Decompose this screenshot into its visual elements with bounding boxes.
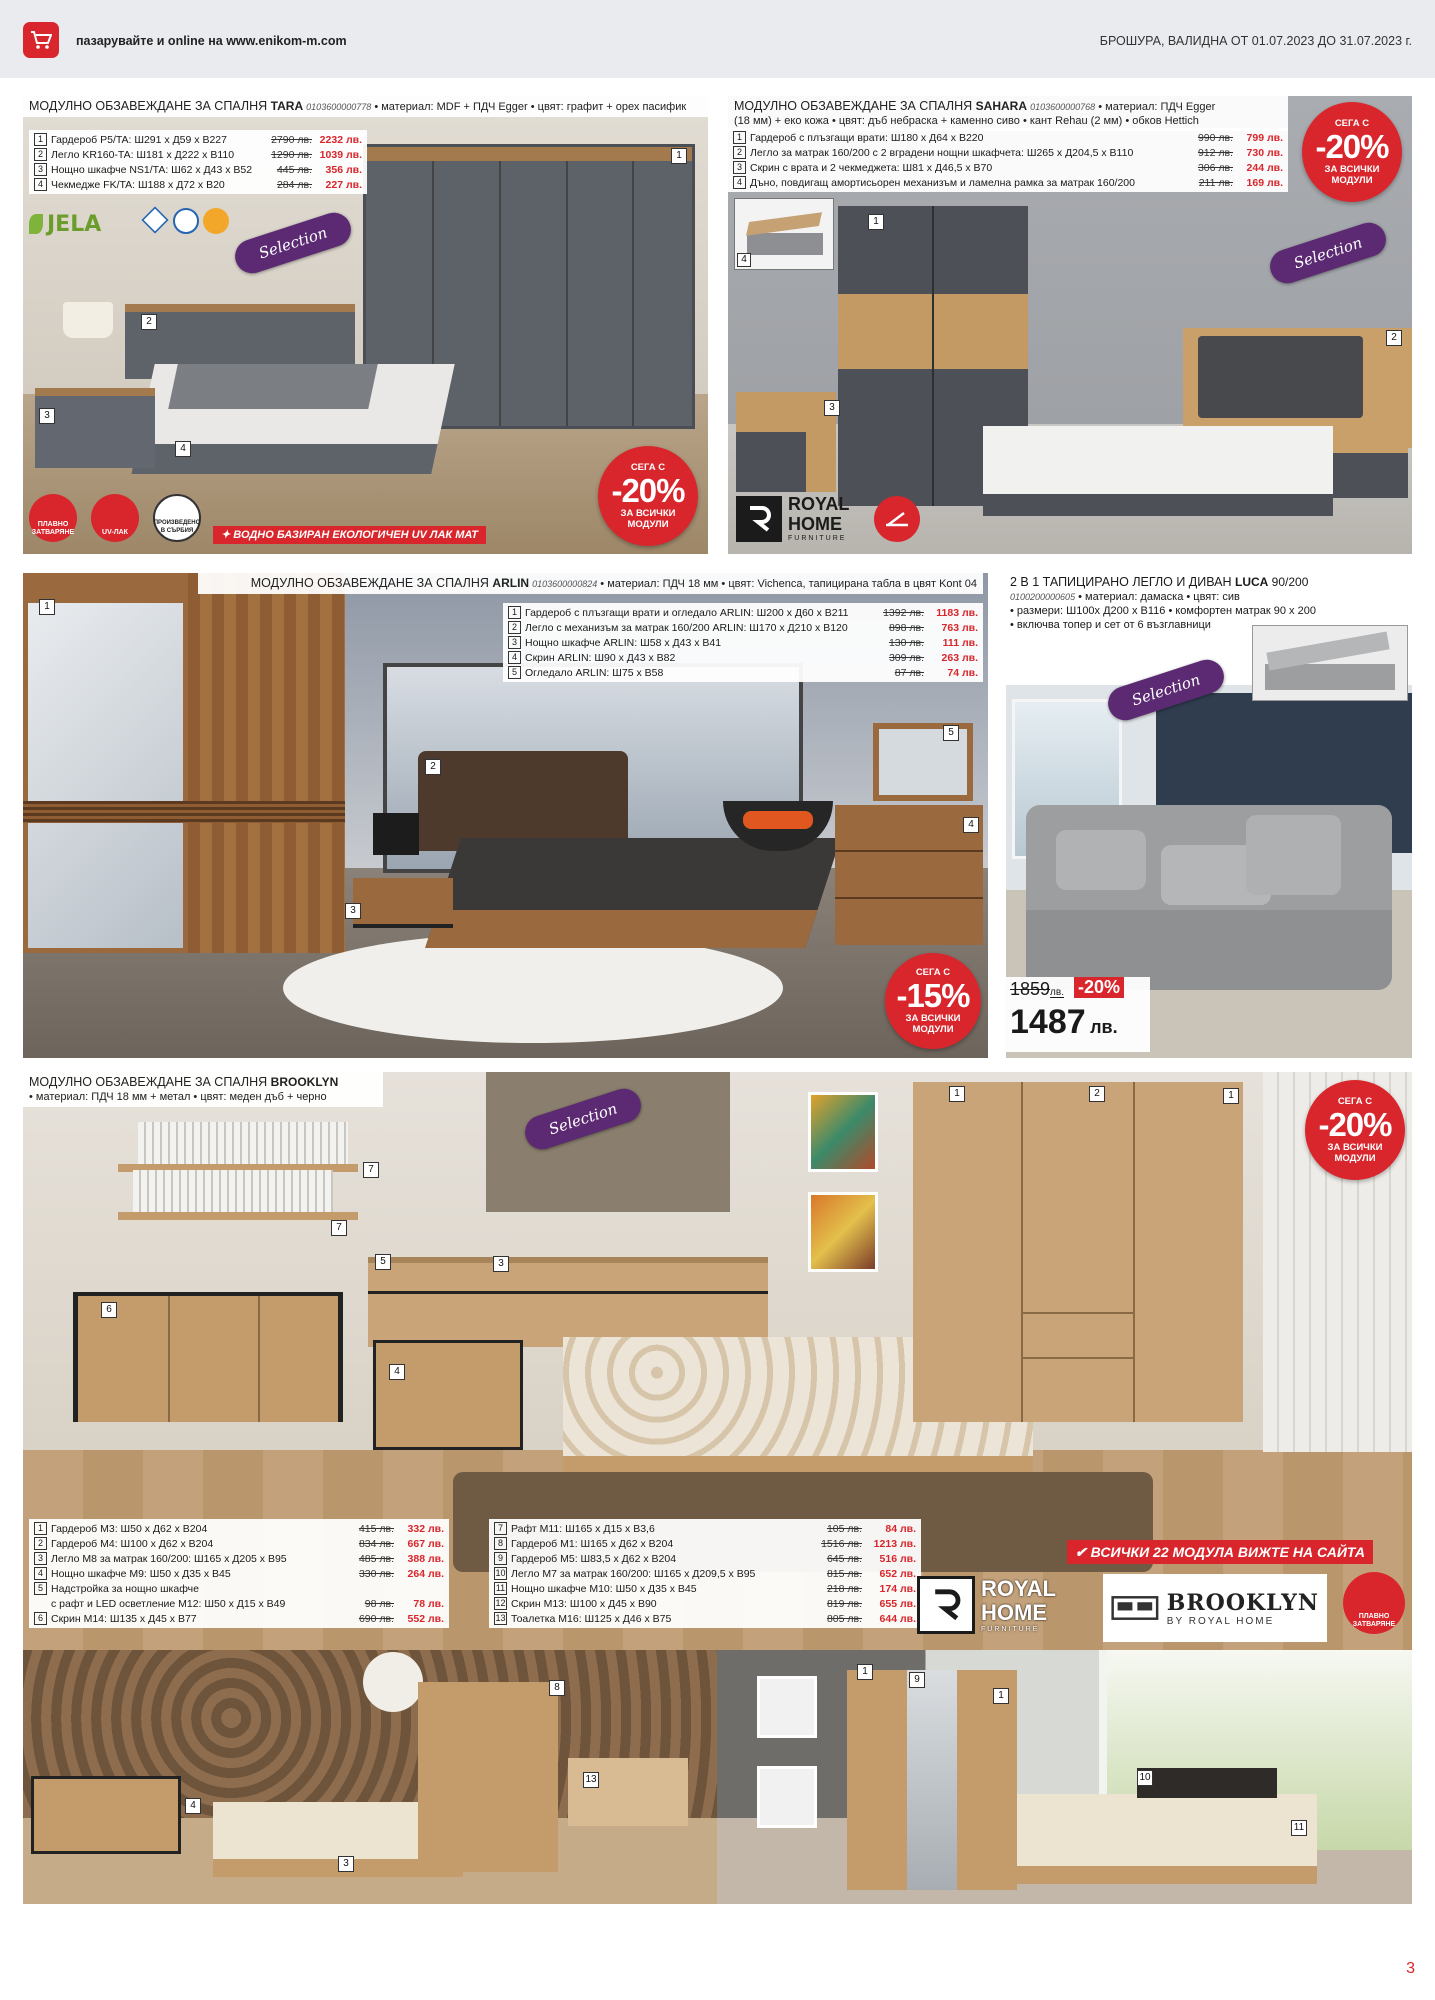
- old-price: 445 лв.: [276, 163, 312, 176]
- price-row: [508, 605, 978, 620]
- new-price: 111 лв.: [942, 636, 978, 649]
- arlin-panel: 1 2 3 4 5 МОДУЛНО ОБЗАВЕЖДАНЕ ЗА СПАЛНЯ ARLIN 0103600000824 • материал: ПДЧ 18 мм • цвят: Vichenca, тапицирана табла в цвят Kont 04 1 Гардероб с плъзгащи врати и огледало ARLIN: Ш200 х Д60 х В211 1392 лв. 1183 лв. 2 Легло с механизъм за матрак 160/200 ARLIN: Ш170 х Д210 х В120 898 лв. 763 лв. 3 Нощно шкафче ARLIN: Ш58 х Д43 х В41 130 лв. 111 лв. 4 Скрин ARLIN: Ш90 х Д43 х В82 309 лв. 263 лв. 5 Огледало ARLIN: Ш75 х В58 87 лв. 74 лв. СЕГА С -15% ЗА ВСИЧКИ МОДУЛИ: [23, 573, 988, 1058]
- item-description: Легло с механизъм за матрак 160/200 ARLIN: Ш170 х Д210 х В120: [525, 621, 848, 634]
- tara-title: МОДУЛНО ОБЗАВЕЖДАНЕ ЗА СПАЛНЯ TARA 0103600000778 • материал: MDF + ПДЧ Egger • цвят: графит + орех пасифик: [23, 96, 708, 117]
- old-price: 211 лв.: [1198, 176, 1233, 189]
- royal-home-mark-icon: [736, 496, 782, 542]
- old-price: 898 лв.: [888, 621, 924, 634]
- price-row: [494, 1581, 916, 1596]
- ceiling-lamp: [363, 1652, 423, 1712]
- old-price: 306 лв.: [1197, 161, 1233, 174]
- new-price: 552 лв.: [407, 1612, 444, 1625]
- new-price: 78 лв.: [413, 1597, 444, 1610]
- new-price: 799 лв.: [1246, 131, 1283, 144]
- brooklyn-wardrobe: [913, 1082, 1243, 1422]
- old-price: 819 лв.: [826, 1597, 862, 1610]
- sahara-headboard: [1198, 336, 1363, 418]
- item-number: 12: [495, 1598, 506, 1608]
- new-price: 356 лв.: [325, 163, 362, 176]
- item-description: Дъно, повдигащ амортисьорен механизъм и ламелна рамка за матрак 160/200: [750, 176, 1135, 189]
- soft-close-icon: ПЛАВНО ЗАТВАРЯНЕ: [29, 494, 77, 542]
- sahara-mechanism-inset: 4: [734, 198, 834, 270]
- royal-home-logo-brooklyn: ROYAL HOME FURNITURE: [917, 1576, 1056, 1634]
- price-row: [733, 175, 1283, 190]
- item-number: 3: [733, 161, 746, 174]
- old-price: 690 лв.: [358, 1612, 394, 1625]
- item-description: Гардероб M5: Ш83,5 х Д62 х В204: [511, 1552, 677, 1565]
- new-price: 1183 лв.: [936, 606, 978, 619]
- luca-new-price: 1487: [1010, 1003, 1086, 1041]
- selection-badge-sahara: Selection: [1266, 218, 1391, 287]
- arlin-nightstand: [353, 878, 453, 928]
- brooklyn-vanity: [568, 1758, 688, 1826]
- old-price: 309 лв.: [888, 651, 924, 664]
- old-price: 485 лв.: [358, 1552, 394, 1565]
- tara-price-list: [29, 130, 367, 194]
- old-price: 1516 лв.: [821, 1537, 862, 1550]
- brooklyn-logo-box: BROOKLYN BY ROYAL HOME: [1103, 1574, 1327, 1642]
- brooklyn-painting-2: [808, 1192, 878, 1272]
- brooklyn-price-list-right: [489, 1519, 921, 1628]
- item-number: 2: [733, 146, 746, 159]
- old-price: 415 лв.: [358, 1522, 394, 1535]
- tara-cert-icon-3: [203, 208, 229, 234]
- price-row: [508, 650, 978, 665]
- item-number: 4: [34, 178, 47, 191]
- horse-picture-1: [757, 1676, 817, 1738]
- item-number: 1: [733, 131, 746, 144]
- item-description: Легло за матрак 160/200 с 2 вградени нощни шкафчета: Ш265 х Д204,5 х В110: [750, 146, 1134, 159]
- royal-home-mark-icon: [917, 1576, 975, 1634]
- new-price: 388 лв.: [407, 1552, 444, 1565]
- item-description: Огледало ARLIN: Ш75 х В58: [525, 666, 664, 679]
- tara-nightstand: [35, 388, 155, 468]
- luca-storage-inset: [1252, 625, 1408, 701]
- price-row: [494, 1611, 916, 1626]
- new-price: 644 лв.: [879, 1612, 916, 1625]
- brooklyn-discount-badge: СЕГА С -20% ЗА ВСИЧКИ МОДУЛИ: [1305, 1080, 1405, 1180]
- cart-icon[interactable]: [23, 22, 59, 58]
- item-description: Нощно шкафче ARLIN: Ш58 х Д43 х В41: [525, 636, 722, 649]
- item-number: 7: [494, 1522, 507, 1535]
- sahara-title: МОДУЛНО ОБЗАВЕЖДАНЕ ЗА СПАЛНЯ SAHARA 0103600000768 • материал: ПДЧ Egger (18 мм) + еко кожа • цвят: дъб небраска + каменно сиво • кант Rehau (2 мм) • обков Hettich: [728, 96, 1288, 131]
- price-row: [34, 162, 362, 177]
- shop-online-link[interactable]: пазарувайте и online на www.enikom-m.com: [76, 34, 347, 48]
- brooklyn-headboard: [368, 1257, 768, 1347]
- luca-title: 2 В 1 ТАПИЦИРАНО ЛЕГЛО И ДИВАН LUCA 90/200 0100200000605 • материал: дамаска • цвят: сив • размери: Ш100х Д200 х В116 • комфортен матрак 90 х 200 • включва топер и сет от 6 възглавници: [1010, 575, 1316, 631]
- tara-panel: 1 2 3 4 МОДУЛНО ОБЗАВЕЖДАНЕ ЗА СПАЛНЯ TARA 0103600000778 • материал: MDF + ПДЧ Egger • цвят: графит + орех пасифик 1 Гардероб P5/TA: Ш291 х Д59 х В227 2790 лв. 2232 лв. 2 Легло KR160-TA: Ш181 х Д222 х В110 1290 лв. 1039 лв. 3 Нощно шкафче NS1/TA: Ш62 х Д43 х В52 445 лв. 356 лв. 4 Чекмедже FK/TA: Ш188 х Д72 х В20 284 лв. 227 лв. JELA Selection СЕГА С -20% ЗА ВСИЧКИ МОДУЛИ ПЛАВНО ЗАТВАРЯНЕ UV-ЛАК ПРОИЗВЕДЕНО В СЪРБИЯ ✦ ВОДНО БАЗИРАН ЕКОЛОГИЧЕН UV ЛАК МАТ: [23, 96, 708, 554]
- price-row: [34, 132, 362, 147]
- made-in-serbia-icon: ПРОИЗВЕДЕНО В СЪРБИЯ: [153, 494, 201, 542]
- brooklyn-shelf-2: [118, 1212, 358, 1220]
- item-description: Скрин M13: Ш100 х Д45 х В90: [511, 1597, 657, 1610]
- brooklyn-tall-wardrobe: [847, 1670, 1017, 1890]
- old-price: 1290 лв.: [271, 148, 312, 161]
- item-number: 1: [34, 1522, 47, 1535]
- new-price: 667 лв.: [407, 1537, 444, 1550]
- tara-discount-badge: СЕГА С -20% ЗА ВСИЧКИ МОДУЛИ: [598, 446, 698, 546]
- soft-close-icon-brooklyn: ПЛАВНО ЗАТВАРЯНЕ: [1343, 1572, 1405, 1634]
- item-number: 3: [34, 1552, 47, 1565]
- brooklyn-painting-1: [808, 1092, 878, 1172]
- old-price: 218 лв.: [826, 1582, 862, 1595]
- tara-lamp: [63, 302, 113, 338]
- new-price: 84 лв.: [885, 1522, 916, 1535]
- item-number: 9: [494, 1552, 507, 1565]
- item-number: 4: [34, 1567, 47, 1580]
- item-number: 3: [34, 163, 47, 176]
- item-number: 2: [34, 1537, 47, 1550]
- item-description: Скрин M14: Ш135 х Д45 х В77: [51, 1612, 197, 1625]
- arlin-rug: [283, 933, 783, 1043]
- brooklyn-nightstand: [373, 1340, 523, 1450]
- new-price: 1039 лв.: [319, 148, 362, 161]
- price-row: [34, 177, 362, 192]
- item-number: 4: [508, 651, 521, 664]
- item-description: Гардероб M1: Ш165 х Д62 х В204: [511, 1537, 674, 1550]
- sahara-discount-badge: СЕГА С -20% ЗА ВСИЧКИ МОДУЛИ: [1302, 102, 1402, 202]
- brooklyn-title: МОДУЛНО ОБЗАВЕЖДАНЕ ЗА СПАЛНЯ BROOKLYN • материал: ПДЧ 18 мм + метал • цвят: меден дъб + черно: [23, 1072, 383, 1107]
- brooklyn-small-dresser: [31, 1776, 181, 1854]
- old-price: 2790 лв.: [271, 133, 312, 146]
- new-price: 763 лв.: [941, 621, 978, 634]
- item-number: 11: [495, 1583, 506, 1593]
- arlin-headboard: [418, 751, 628, 851]
- old-price: 912 лв.: [1197, 146, 1233, 159]
- sahara-nightstand: [1333, 448, 1408, 498]
- sahara-panel: 1 2 3 4 МОДУЛНО ОБЗАВЕЖДАНЕ ЗА СПАЛНЯ SAHARA 0103600000768 • материал: ПДЧ Egger (18 мм) + еко кожа • цвят: дъб небраска + каменно сиво • кант Rehau (2 мм) • обков Hettich 1 Гардероб с плъзгащи врати: Ш180 х Д64 х В220 990 лв. 799 лв. 2 Легло за матрак 160/200 с 2 вградени нощни шкафчета: Ш265 х Д204,5 х В110 912 лв. 730 лв. 3 Скрин с врата и 2 чекмеджета: Ш81 х Д46,5 х В70 306 лв. 244 лв. 4 Дъно, повдигащ амортисьорен механизъм и ламелна рамка за матрак 160/200 211 лв. 169 лв. СЕГА С -20% ЗА ВСИЧКИ МОДУЛИ Selection ROYAL HOME FURNITURE: [728, 96, 1412, 554]
- arlin-dresser: [835, 805, 983, 945]
- selection-badge-luca: Selection: [1104, 655, 1229, 724]
- luca-old-price: 1859: [1010, 979, 1051, 999]
- price-row: [494, 1521, 916, 1536]
- item-description: Нощно шкафче M9: Ш50 х Д35 х В45: [51, 1567, 231, 1580]
- price-row: [34, 1596, 444, 1611]
- new-price: 169 лв.: [1246, 176, 1283, 189]
- item-description: Нощно шкафче NS1/TA: Ш62 х Д43 х В52: [51, 163, 253, 176]
- all-modules-banner[interactable]: ✔ ВСИЧКИ 22 МОДУЛА ВИЖТЕ НА САЙТА: [1067, 1540, 1373, 1564]
- item-description: Легло M8 за матрак 160/200: Ш165 х Д205 х В95: [51, 1552, 287, 1565]
- price-row: [34, 1551, 444, 1566]
- price-row: [494, 1551, 916, 1566]
- new-price: 332 лв.: [407, 1522, 444, 1535]
- luca-price-block: 1859лв. -20% 1487 лв.: [1006, 977, 1150, 1052]
- item-number: 10: [495, 1568, 506, 1578]
- new-price: 227 лв.: [325, 178, 362, 191]
- item-description: Скрин ARLIN: Ш90 х Д43 х В82: [525, 651, 676, 664]
- new-price: 264 лв.: [407, 1567, 444, 1580]
- item-description: Тоалетка M16: Ш125 х Д46 х В75: [511, 1612, 672, 1625]
- new-price: 1213 лв.: [873, 1537, 916, 1550]
- item-description: Легло M7 за матрак 160/200: Ш165 х Д209,5 х В95: [511, 1567, 756, 1580]
- new-price: 655 лв.: [879, 1597, 916, 1610]
- item-description: Гардероб M3: Ш50 х Д62 х В204: [51, 1522, 208, 1535]
- luca-panel: [1006, 573, 1412, 1058]
- price-row: [34, 1611, 444, 1626]
- brooklyn-small-wardrobe: [418, 1682, 558, 1872]
- sahara-mechanism-icon: [874, 496, 920, 542]
- new-price: 2232 лв.: [319, 133, 362, 146]
- luca-sofa: [1026, 805, 1392, 990]
- old-price: 98 лв.: [364, 1597, 394, 1610]
- item-description: Чекмедже FK/TA: Ш188 х Д72 х В20: [51, 178, 225, 191]
- item-description: Рафт M11: Ш165 х Д15 х В3,6: [511, 1522, 655, 1535]
- price-row: [34, 1566, 444, 1581]
- price-row: [508, 620, 978, 635]
- old-price: 105 лв.: [826, 1522, 862, 1535]
- brooklyn-books-2: [133, 1170, 333, 1212]
- item-description: Гардероб M4: Ш100 х Д62 х В204: [51, 1537, 214, 1550]
- price-row: [508, 635, 978, 650]
- brooklyn-photo-left: 4 3 8 13: [23, 1650, 717, 1904]
- jela-logo: JELA: [29, 210, 139, 238]
- price-row: [34, 1521, 444, 1536]
- price-row: [508, 665, 978, 680]
- item-number: 3: [508, 636, 521, 649]
- page-number: 3: [1406, 1960, 1415, 1977]
- price-row: [494, 1536, 916, 1551]
- item-description: Легло KR160-TA: Ш181 х Д222 х В110: [51, 148, 235, 161]
- new-price: 74 лв.: [947, 666, 978, 679]
- top-bar: [0, 0, 1435, 78]
- item-number: 13: [495, 1613, 506, 1623]
- item-number: 2: [508, 621, 521, 634]
- old-price: 87 лв.: [894, 666, 924, 679]
- price-row: [733, 145, 1283, 160]
- item-description: Гардероб с плъзгащи врати и огледало ARLIN: Ш200 х Д60 х В211: [525, 606, 849, 619]
- item-number: 4: [733, 176, 746, 189]
- sahara-bed: [983, 426, 1333, 516]
- new-price: 174 лв.: [879, 1582, 916, 1595]
- price-row: [34, 1536, 444, 1551]
- arlin-bed: [425, 838, 841, 948]
- price-row: [733, 160, 1283, 175]
- old-price: 645 лв.: [826, 1552, 862, 1565]
- new-price: 730 лв.: [1246, 146, 1283, 159]
- tara-blanket: [168, 364, 378, 409]
- new-price: 652 лв.: [879, 1567, 916, 1580]
- item-number: 6: [34, 1612, 47, 1625]
- new-price: 244 лв.: [1246, 161, 1283, 174]
- item-number: 8: [494, 1537, 507, 1550]
- arlin-discount-badge: СЕГА С -15% ЗА ВСИЧКИ МОДУЛИ: [885, 953, 981, 1049]
- bed-icon: [1111, 1589, 1159, 1627]
- selection-badge-tara: Selection: [231, 208, 356, 277]
- price-row: [34, 1581, 444, 1596]
- arlin-wardrobe: [23, 573, 345, 953]
- item-description: Надстройка за нощно шкафче: [51, 1582, 199, 1595]
- old-price: 990 лв.: [1197, 131, 1233, 144]
- eco-lacquer-banner: ✦ ВОДНО БАЗИРАН ЕКОЛОГИЧЕН UV ЛАК МАТ: [213, 526, 486, 544]
- item-description: с рафт и LED осветление M12: Ш50 х Д15 х В49: [51, 1597, 286, 1610]
- arlin-lamp: [373, 813, 419, 855]
- item-number: 1: [508, 606, 521, 619]
- item-description: Гардероб P5/TA: Ш291 х Д59 х В227: [51, 133, 227, 146]
- old-price: 284 лв.: [276, 178, 312, 191]
- old-price: 130 лв.: [888, 636, 924, 649]
- price-row: [494, 1566, 916, 1581]
- old-price: 805 лв.: [826, 1612, 862, 1625]
- item-description: Скрин с врата и 2 чекмеджета: Ш81 х Д46,5 х В70: [750, 161, 993, 174]
- arlin-title: МОДУЛНО ОБЗАВЕЖДАНЕ ЗА СПАЛНЯ ARLIN 0103600000824 • материал: ПДЧ 18 мм • цвят: Vichenca, тапицирана табла в цвят Kont 04: [198, 573, 983, 594]
- sahara-price-list: [728, 128, 1288, 192]
- selection-badge-brooklyn: Selection: [521, 1084, 646, 1153]
- arlin-price-list: [503, 603, 983, 682]
- item-description: Нощно шкафче M10: Ш50 х Д35 х В45: [511, 1582, 697, 1595]
- validity-text: БРОШУРА, ВАЛИДНА ОТ 01.07.2023 ДО 31.07.2023 г.: [1099, 34, 1412, 48]
- uv-lacquer-icon: UV-ЛАК: [91, 494, 139, 542]
- brooklyn-books-1: [138, 1122, 348, 1164]
- royal-home-logo-sahara: ROYAL HOME FURNITURE: [736, 494, 849, 543]
- old-price: 834 лв.: [358, 1537, 394, 1550]
- brooklyn-price-list-left: [29, 1519, 449, 1628]
- new-price: 263 лв.: [941, 651, 978, 664]
- item-number: 2: [34, 148, 47, 161]
- item-number: 1: [34, 133, 47, 146]
- price-row: [494, 1596, 916, 1611]
- brooklyn-photo-right: 1 9 1 10 11: [717, 1650, 1412, 1904]
- price-row: [34, 147, 362, 162]
- old-price: 1392 лв.: [883, 606, 924, 619]
- horse-picture-2: [757, 1766, 817, 1828]
- luca-discount: -20%: [1074, 977, 1124, 998]
- sahara-dresser: [736, 392, 836, 492]
- item-description: Гардероб с плъзгащи врати: Ш180 х Д64 х В220: [750, 131, 984, 144]
- tara-cert-icon-2: [173, 208, 199, 234]
- price-row: [733, 130, 1283, 145]
- old-price: 815 лв.: [826, 1567, 862, 1580]
- brooklyn-right-headboard: [1137, 1768, 1277, 1798]
- item-number: 5: [508, 666, 521, 679]
- item-number: 5: [34, 1582, 47, 1595]
- old-price: 330 лв.: [358, 1567, 394, 1580]
- brooklyn-right-bed: [1017, 1794, 1317, 1884]
- new-price: 516 лв.: [879, 1552, 916, 1565]
- brooklyn-panel: 1 2 1 7 7 6 5 3 4 МОДУЛНО ОБЗАВЕЖДАНЕ ЗА СПАЛНЯ BROOKLYN • материал: ПДЧ 18 мм + метал • цвят: меден дъб + черно Selection СЕГА С -20% ЗА ВСИЧКИ МОДУЛИ 1 Гардероб M3: Ш50 х Д62 х В204 415 лв. 332 лв. 2 Гардероб M4: Ш100 х Д62 х В204 834 лв. 667 лв. 3 Легло M8 за матрак 160/200: Ш165 х Д205 х В95 485 лв. 388 лв. 4 Нощно шкафче M9: Ш50 х Д35 х В45 330 лв. 264 лв. 5 Надстройка за нощно шкафче с рафт и LED осветление M12: Ш50 х Д15 х В49 98 лв. 78 лв. 6 Скрин M14: Ш135 х Д45 х В77 690 лв. 552 лв. 7 Рафт M11: Ш165 х Д15 х В3,6 105 лв. 84 лв. 8 Гардероб M1: Ш165 х Д62 х В204 1516 лв. 1213 лв. 9 Гардероб M5: Ш83,5 х Д62 х В204 645 лв. 516 лв. 10 Легло M7 за матрак 160/200: Ш165 х Д209,5 х В95 815 лв. 652 лв. 11 Нощно шкафче M10: Ш50 х Д35 х В45 218 лв. 174 лв. 12 Скрин M13: Ш100 х Д45 х В90 819 лв. 655 лв. 13 Тоалетка M16: Ш125 х Д46 х В75 805 лв. 644 лв. ✔ ВСИЧКИ 22 МОДУЛА ВИЖТЕ НА САЙТА ROYAL HOME FURNITURE BROOKLYN BY ROYAL HOME ПЛАВНО ЗАТВАРЯНЕ: [23, 1072, 1412, 1650]
